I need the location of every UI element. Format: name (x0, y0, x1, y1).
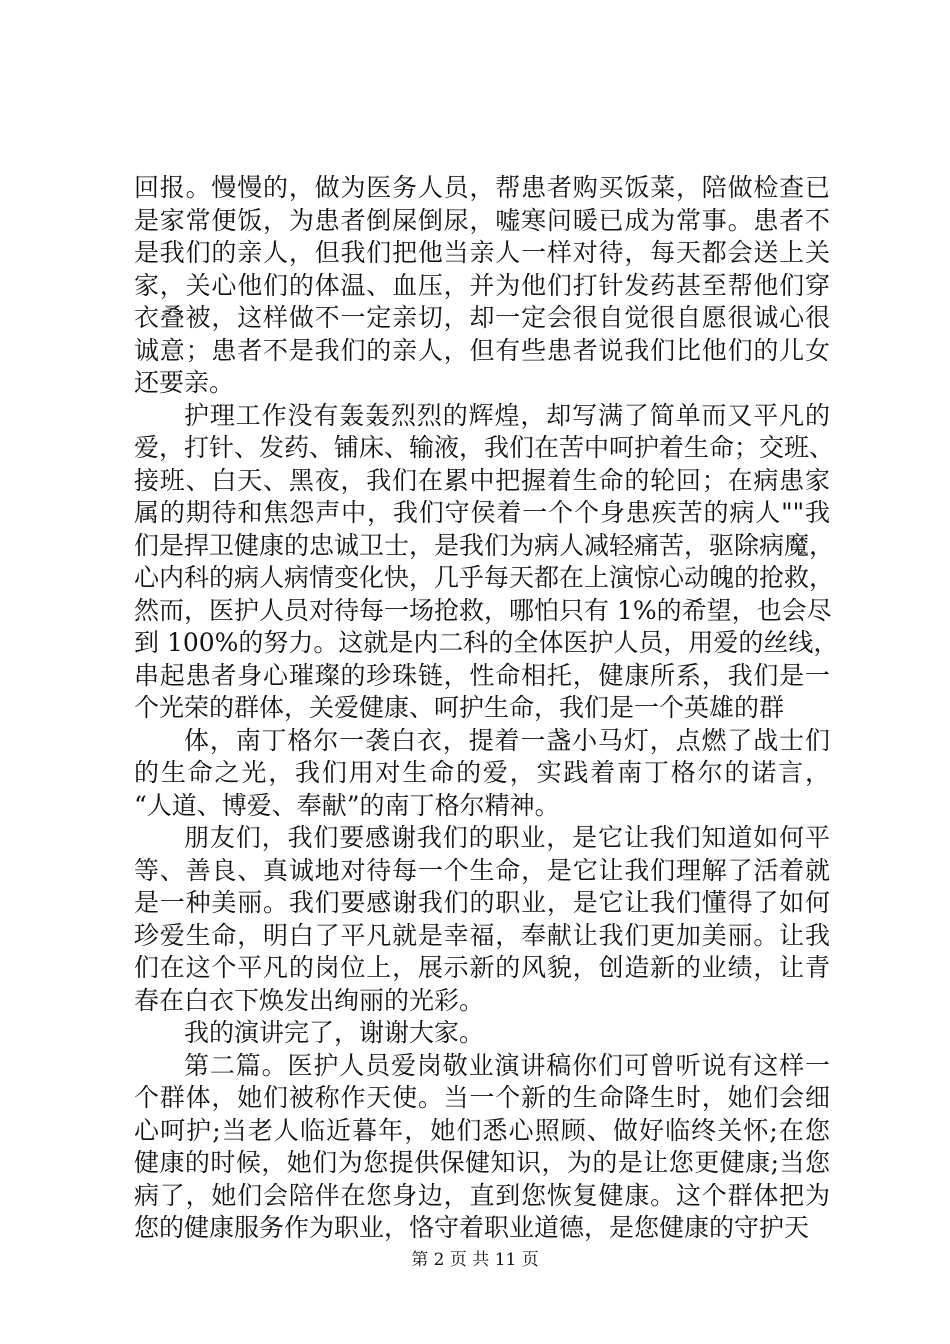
text-line: 爱，打针、发药、铺床、输液，我们在苦中呵护着生命；交班、 (134, 433, 835, 462)
paragraph (134, 400, 839, 725)
text-line: 是一种美丽。我们要感谢我们的职业，是它让我们懂得了如何 (134, 888, 830, 917)
text-line: 们是捍卫健康的忠诚卫士，是我们为病人减轻痛苦，驱除病魔， (134, 530, 835, 560)
text-line: 串起患者身心璀璨的珍珠链，性命相托，健康所系，我们是一 (134, 660, 830, 690)
text-line: 个群体，她们被称作天使。当一个新的生命降生时，她们会细 (134, 1083, 830, 1112)
text-line: 心内科的病人病情变化快，几乎每天都在上演惊心动魄的抢救， (134, 563, 835, 592)
text-line: 是家常便饭，为患者倒屎倒尿，嘘寒问暖已成为常事。患者不 (134, 205, 830, 235)
text-line: “人道、博爱、奉献”的南丁格尔精神。 (134, 790, 560, 820)
text-line: 第二篇。医护人员爱岗敬业演讲稿你们可曾听说有这样一 (184, 1050, 830, 1080)
text-line: 心呵护;当老人临近暮年，她们悉心照顾、做好临终关怀;在您 (134, 1115, 830, 1145)
text-line: 春在白衣下焕发出绚丽的光彩。 (134, 985, 485, 1015)
text-line: 等、善良、真诚地对待每一个生命，是它让我们理解了活着就 (134, 855, 830, 885)
text-line: 的生命之光，我们用对生命的爱，实践着南丁格尔的诺言， (134, 758, 830, 787)
text-line: 朋友们，我们要感谢我们的职业，是它让我们知道如何平 (184, 823, 830, 852)
paragraph (134, 725, 830, 823)
paragraph (134, 1050, 830, 1245)
text-line: 护理工作没有轰轰烈烈的辉煌，却写满了简单而又平凡的 (184, 400, 830, 430)
text-line: 健康的时候，她们为您提供保健知识，为的是让您更健康;当您 (134, 1148, 830, 1177)
text-line: 属的期待和焦怨声中，我们守侯着一个个身患疾苦的病人""我 (134, 498, 830, 527)
text-line: 您的健康服务作为职业，恪守着职业道德，是您健康的守护天 (134, 1213, 810, 1242)
text-line: 到 100%的努力。这就是内二科的全体医护人员，用爱的丝线， (134, 628, 839, 657)
text-line: 个光荣的群体，关爱健康、呵护生命，我们是一个英雄的群 (134, 693, 785, 722)
text-line: 衣叠被，这样做不一定亲切，却一定会很自觉很自愿很诚心很 (134, 303, 830, 332)
text-line: 珍爱生命，明白了平凡就是幸福，奉献让我们更加美丽。让我 (134, 920, 830, 950)
text-line: 我的演讲完了，谢谢大家。 (184, 1018, 485, 1047)
text-line: 体，南丁格尔一袭白衣，提着一盏小马灯，点燃了战士们 (184, 725, 830, 755)
text-line: 还要亲。 (134, 368, 235, 397)
text-line: 接班、白天、黑夜，我们在累中把握着生命的轮回；在病患家 (134, 465, 830, 495)
text-line: 病了，她们会陪伴在您身边，直到您恢复健康。这个群体把为 (134, 1180, 830, 1210)
text-line: 是我们的亲人，但我们把他当亲人一样对待，每天都会送上关 (134, 238, 830, 267)
page-footer: 第 2 页 共 11 页 (411, 1250, 539, 1270)
paragraph (134, 822, 830, 1017)
text-line: 家，关心他们的体温、血压，并为他们打针发药甚至帮他们穿 (134, 270, 830, 300)
text-line: 诚意；患者不是我们的亲人，但有些患者说我们比他们的儿女 (134, 335, 830, 365)
text-line: 回报。慢慢的，做为医务人员，帮患者购买饭菜，陪做检查已 (134, 173, 830, 202)
text-line: 然而，医护人员对待每一场抢救，哪怕只有 1%的希望，也会尽 (134, 595, 832, 625)
paragraph (134, 1017, 830, 1050)
text-line: 们在这个平凡的岗位上，展示新的风貌，创造新的业绩，让青 (134, 953, 830, 982)
document-body (134, 172, 839, 1245)
paragraph (134, 172, 830, 400)
